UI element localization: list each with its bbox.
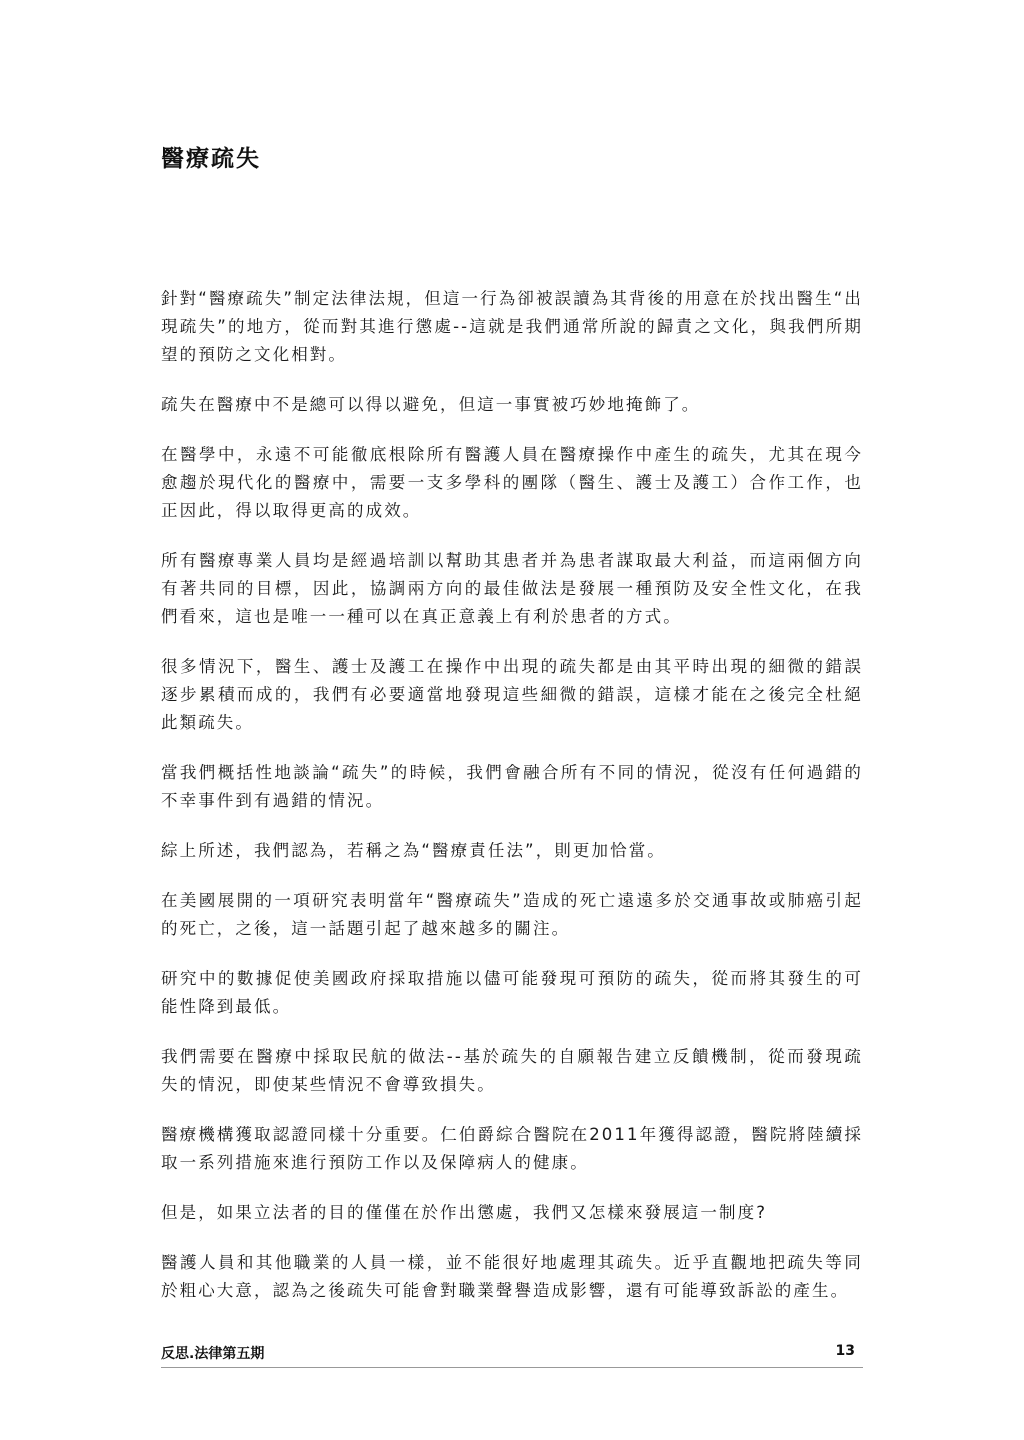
paragraph-4: 所有醫療專業人員均是經過培訓以幫助其患者并為患者謀取最大利益，而這兩個方向有著共同的目標，因此，協調兩方向的最佳做法是發展一種預防及安全性文化，在我們看來，這也是唯一一種可以在真正意義上有利於患者的方式。	[161, 551, 863, 626]
paragraph-12: 但是，如果立法者的目的僅僅在於作出懲處，我們又怎樣來發展這一制度?	[161, 1203, 768, 1222]
page-number: 13	[835, 1343, 855, 1359]
paragraph-6: 當我們概括性地談論“疏失”的時候，我們會融合所有不同的情況，從沒有任何過錯的不幸事件到有過錯的情況。	[161, 763, 863, 810]
paragraph-1: 針對“醫療疏失”制定法律法規，但這一行為卻被誤讀為其背後的用意在於找出醫生“出現疏失”的地方，從而對其進行懲處--這就是我們通常所說的歸責之文化，與我們所期望的預防之文化相對。	[161, 289, 863, 364]
paragraph-9: 研究中的數據促使美國政府採取措施以儘可能發現可預防的疏失，從而將其發生的可能性降到最低。	[161, 969, 863, 1016]
paragraph-8: 在美國展開的一項研究表明當年“醫療疏失”造成的死亡遠遠多於交通事故或肺癌引起的死亡，之後，這一話題引起了越來越多的關注。	[161, 891, 863, 938]
paragraph-2: 疏失在醫療中不是總可以得以避免，但這一事實被巧妙地掩飾了。	[161, 395, 701, 414]
page-title: 醫療疏失	[161, 146, 261, 172]
page-footer	[161, 1343, 863, 1368]
publication-title: 反思.法律第五期	[161, 1346, 265, 1362]
paragraph-3: 在醫學中，永遠不可能徹底根除所有醫護人員在醫療操作中產生的疏失，尤其在現今愈趨於現代化的醫療中，需要一支多學科的團隊（醫生、護士及護工）合作工作，也正因此，得以取得更高的成效。	[161, 445, 863, 520]
article-body	[161, 285, 863, 1327]
paragraph-13: 醫護人員和其他職業的人員一樣，並不能很好地處理其疏失。近乎直觀地把疏失等同於粗心大意，認為之後疏失可能會對職業聲譽造成影響，還有可能導致訴訟的產生。	[161, 1253, 863, 1300]
paragraph-11: 醫療機構獲取認證同樣十分重要。仁伯爵綜合醫院在2011年獲得認證，醫院將陸續採取一系列措施來進行預防工作以及保障病人的健康。	[161, 1125, 863, 1172]
paragraph-5: 很多情況下，醫生、護士及護工在操作中出現的疏失都是由其平時出現的細微的錯誤逐步累積而成的，我們有必要適當地發現這些細微的錯誤，這樣才能在之後完全杜絕此類疏失。	[161, 657, 863, 732]
paragraph-7: 綜上所述，我們認為，若稱之為“醫療責任法”，則更加恰當。	[161, 841, 666, 860]
paragraph-10: 我們需要在醫療中採取民航的做法--基於疏失的自願報告建立反饋機制，從而發現疏失的情況，即使某些情況不會導致損失。	[161, 1047, 863, 1094]
